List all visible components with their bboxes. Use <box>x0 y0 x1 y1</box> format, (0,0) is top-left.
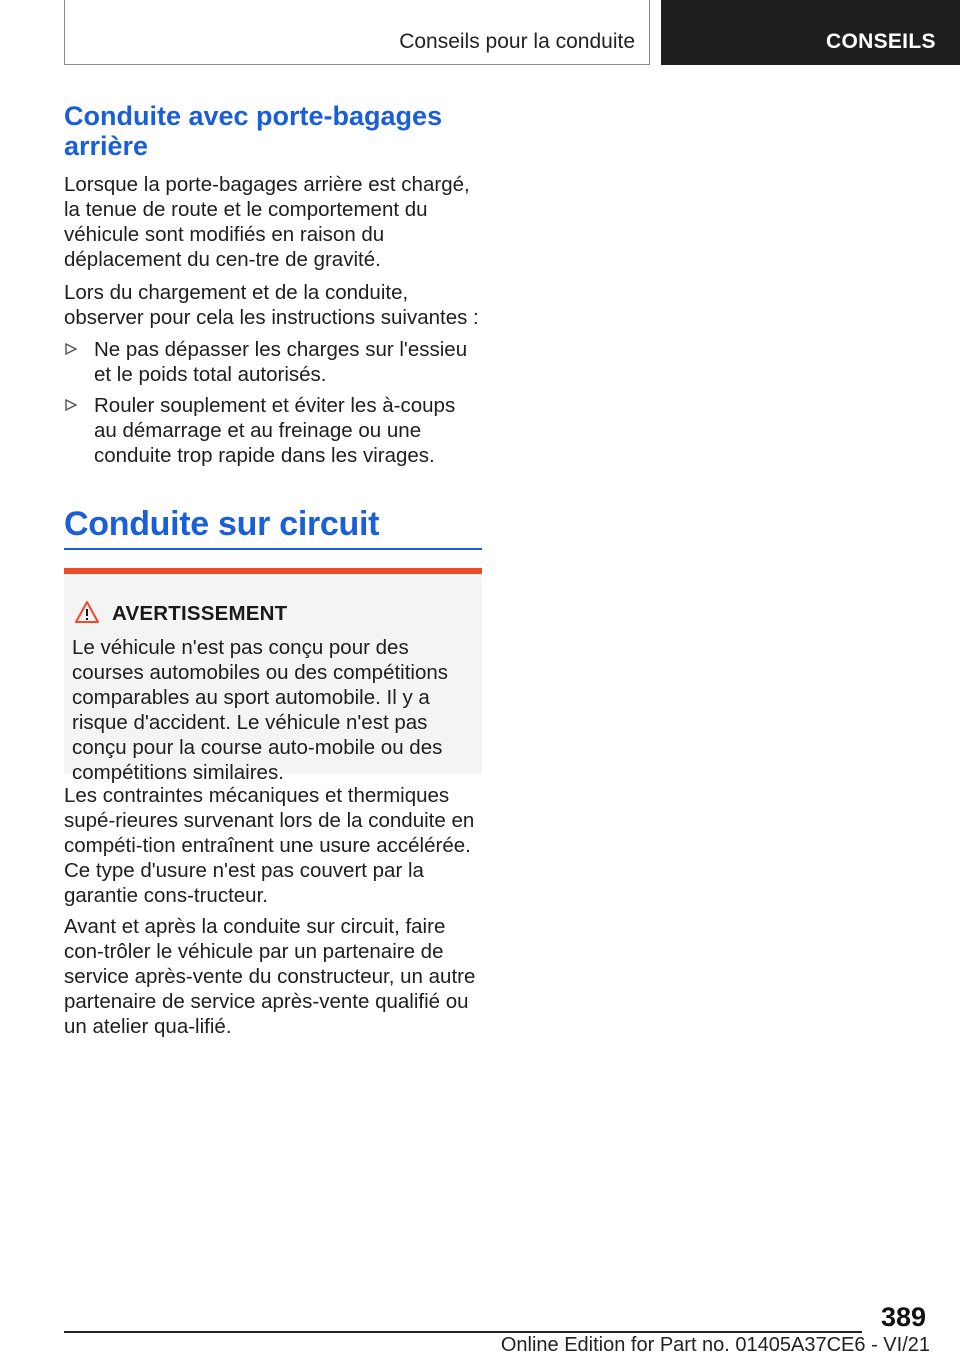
section-heading-circuit: Conduite sur circuit <box>64 505 380 543</box>
list-item <box>64 337 482 387</box>
section-tab-label: CONSEILS <box>826 30 936 53</box>
paragraph: Lorsque la porte-bagages arrière est chargé, la tenue de route et le comportement du véhicule sont modifiés en raison du déplacement du cen-tre de gravité. <box>64 173 470 271</box>
list-item-text: Rouler souplement et éviter les à-coups au démarrage et au freinage ou une conduite trop rapide dans les virages. <box>94 394 456 467</box>
list-item-text: Ne pas dépasser les charges sur l'essieu et le poids total autorisés. <box>94 338 468 386</box>
warning-box <box>64 568 482 784</box>
paragraph: Avant et après la conduite sur circuit, faire con-trôler le véhicule par un partenaire de service après-vente du constructeur, un autre partenaire de service après-vente qualifié ou un atelier qua-lifié. <box>64 915 476 1038</box>
header-chapter-box <box>64 0 650 65</box>
warning-text: Le véhicule n'est pas conçu pour des courses automobiles ou des compétitions comparables au sport automobile. Il y a risque d'accident. Le véhicule n'est pas conçu pour la course auto-mobile ou des compétitions similaires. <box>72 636 449 784</box>
bullet-list <box>64 337 482 468</box>
triangle-bullet-icon <box>64 341 78 357</box>
paragraph: Les contraintes mécaniques et thermiques supé-rieures survenant lors de la conduite en compéti-tion entraînent une usure accélérée. Ce type d'usure n'est pas couvert par la garantie cons-tructeur. <box>64 784 475 907</box>
section-heading-porte-bagages: Conduite avec porte-bagages arrière <box>64 101 443 161</box>
page-number: 389 <box>880 1302 926 1332</box>
paragraph: Lors du chargement et de la conduite, observer pour cela les instructions suivantes : <box>64 281 479 329</box>
chapter-title: Conseils pour la conduite <box>399 30 635 53</box>
list-item <box>64 393 482 468</box>
heading-underline <box>64 548 482 550</box>
triangle-bullet-icon <box>64 397 78 413</box>
warning-triangle-icon <box>74 600 100 624</box>
warning-label: AVERTISSEMENT <box>112 602 288 625</box>
footer-divider <box>64 1331 862 1333</box>
section-tab[interactable] <box>661 0 960 65</box>
edition-info: Online Edition for Part no. 01405A37CE6 - VI/21 <box>500 1334 930 1356</box>
